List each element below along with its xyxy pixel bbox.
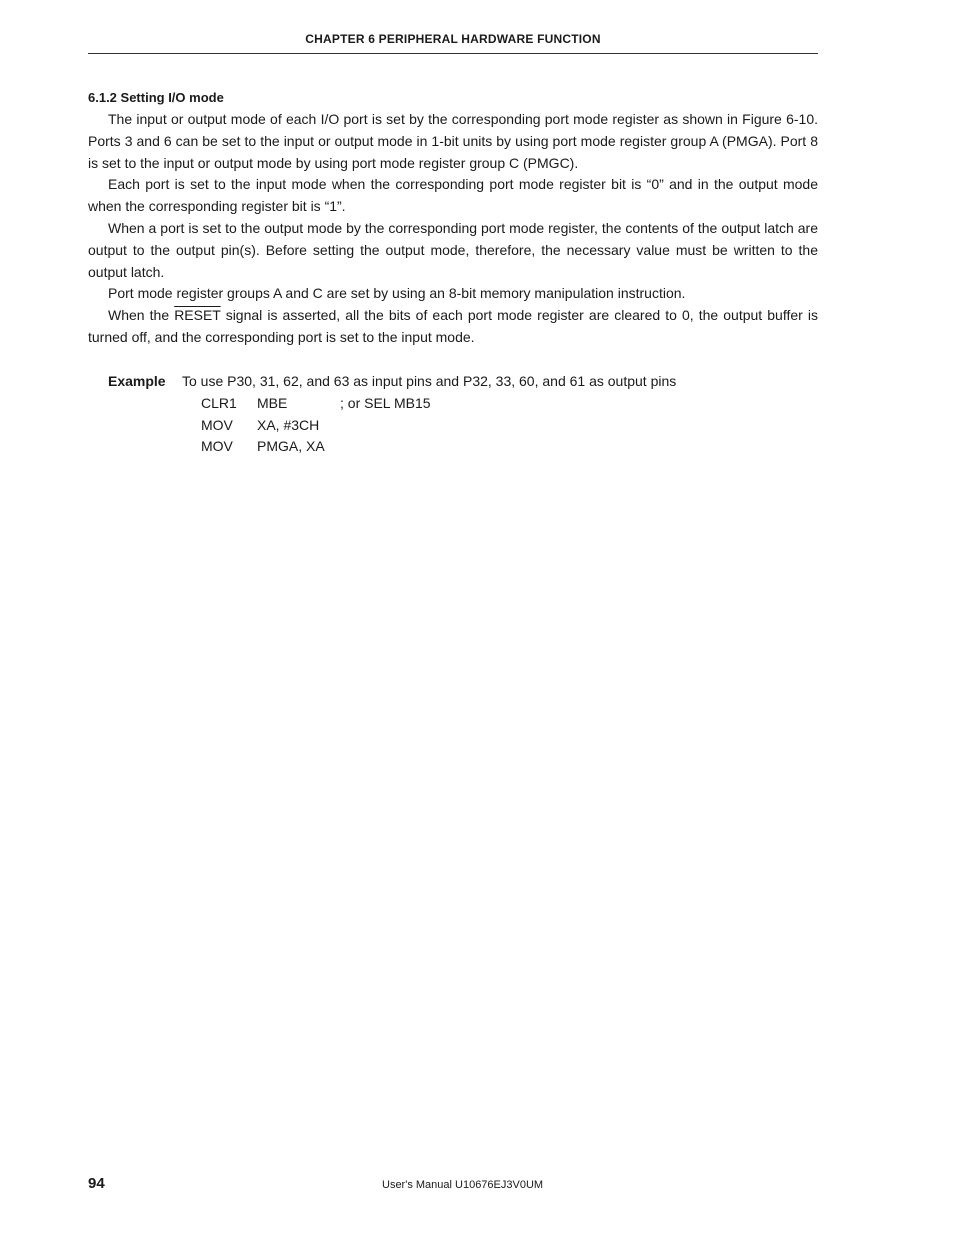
paragraph-3: When a port is set to the output mode by the corresponding port mode register, the contents of the output latch are output to the output pin(s). Before setting the output mode, therefore, the necessary value must be written to the output latch.: [88, 219, 818, 280]
chapter-header: CHAPTER 6 PERIPHERAL HARDWARE FUNCTION: [305, 32, 601, 46]
code-op: CLR1: [201, 394, 237, 411]
reset-signal: RESET: [174, 307, 221, 324]
code-comment: ; or SEL MB15: [340, 394, 431, 411]
code-arg: XA, #3CH: [257, 416, 320, 433]
example-description: To use P30, 31, 62, and 63 as input pins and P32, 33, 60, and 61 as output pins: [182, 373, 677, 389]
paragraph-5: [88, 305, 818, 349]
paragraph-5-end: signal is asserted, all the bits of each port mode register are cleared to 0, the output buffer is turned off, and the corresponding port is set to the input mode.: [88, 307, 818, 345]
code-arg: MBE: [257, 394, 288, 411]
header-divider: [88, 53, 818, 54]
paragraph-1: The input or output mode of each I/O port is set by the corresponding port mode register as shown in Figure 6-10. Ports 3 and 6 can be set to the input or output mode in 1-bit units by using port mode register group A (PMGA). Port 8 is set to the input or output mode by using port mode register group C (PMGC).: [88, 111, 818, 171]
manual-id: User's Manual U10676EJ3V0UM: [382, 1179, 544, 1191]
section-title: 6.1.2 Setting I/O mode: [88, 90, 224, 105]
code-op: MOV: [201, 438, 233, 455]
code-arg: PMGA, XA: [257, 438, 325, 455]
body-text: [88, 109, 818, 349]
paragraph-5-start: When the: [108, 307, 175, 324]
paragraph-4: Port mode register groups A and C are set by using an 8-bit memory manipulation instruction.: [108, 285, 686, 302]
page-number: 94: [88, 1175, 105, 1192]
paragraph-2: Each port is set to the input mode when the corresponding port mode register bit is “0” and in the output mode when the corresponding register bit is “1”.: [88, 176, 818, 215]
example-label: Example: [108, 373, 166, 389]
code-op: MOV: [201, 416, 233, 433]
